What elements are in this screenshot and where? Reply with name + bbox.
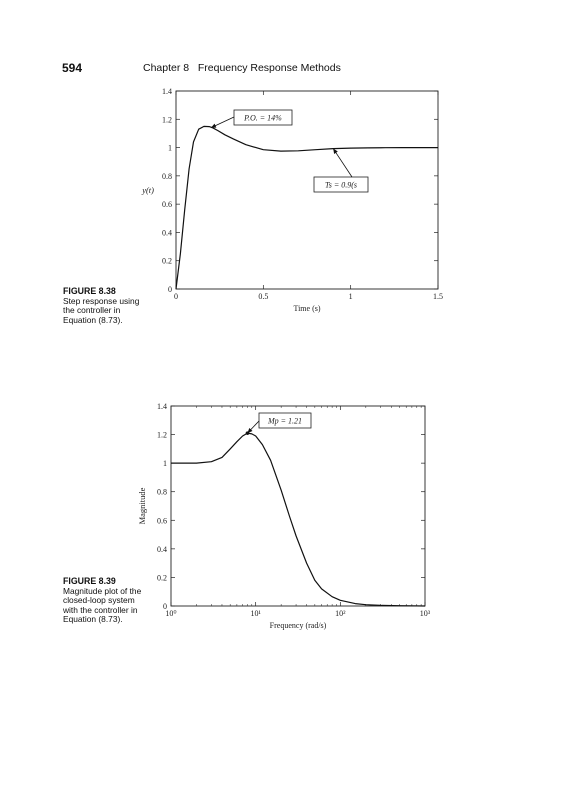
page-number: 594 <box>62 61 83 75</box>
y-tick-label: 0.8 <box>157 487 167 497</box>
annotation-label: Mp = 1.21 <box>267 416 303 426</box>
x-axis-label: Frequency (rad/s) <box>269 621 327 630</box>
annotation-marker <box>246 431 250 435</box>
x-tick-label: 1.5 <box>433 292 443 301</box>
y-tick-label: 1 <box>163 459 167 469</box>
figure-label: FIGURE 8.39 <box>63 576 116 586</box>
y-tick-label: 0.4 <box>157 544 167 554</box>
running-head: Chapter 8 Frequency Response Methods <box>143 62 341 74</box>
figure-caption-text: Step response using the controller in Equation (8.73). <box>63 295 140 325</box>
plot-frame <box>171 406 425 606</box>
y-axis-label: y(t) <box>142 185 154 195</box>
figure-caption-text: Magnitude plot of the closed-loop system with the controller in Equation (8.73). <box>63 585 142 625</box>
y-tick-label: 1 <box>168 143 172 153</box>
y-tick-label: 0.4 <box>162 228 172 238</box>
y-tick-label: 1.2 <box>157 430 167 440</box>
x-tick-label: 1 <box>348 292 353 301</box>
y-axis-label: Magnitude <box>137 487 147 525</box>
data-line <box>171 433 425 606</box>
y-tick-label: 0.8 <box>162 171 172 181</box>
y-tick-label: 0 <box>163 602 167 611</box>
x-tick-label: 10³ <box>419 609 431 618</box>
y-tick-label: 1.2 <box>162 115 172 125</box>
x-axis-label: Time (s) <box>293 304 321 313</box>
x-tick-label: 0.5 <box>258 292 269 301</box>
figure-label: FIGURE 8.38 <box>63 286 116 296</box>
y-tick-label: 0.2 <box>162 256 172 266</box>
y-tick-label: 1.4 <box>162 87 172 96</box>
y-tick-label: 0.6 <box>157 516 167 526</box>
y-tick-label: 1.4 <box>157 402 167 411</box>
annotation-label: P.O. = 14% <box>244 113 282 123</box>
x-tick-label: 0 <box>174 292 178 301</box>
x-tick-label: 10¹ <box>250 609 261 618</box>
y-tick-label: 0.2 <box>157 573 167 583</box>
y-tick-label: 0 <box>168 285 172 294</box>
x-tick-label: 10⁰ <box>165 609 177 618</box>
x-tick-label: 10² <box>335 609 346 618</box>
y-tick-label: 0.6 <box>162 200 172 210</box>
annotation-label: Ts = 0.9(s <box>324 180 358 190</box>
